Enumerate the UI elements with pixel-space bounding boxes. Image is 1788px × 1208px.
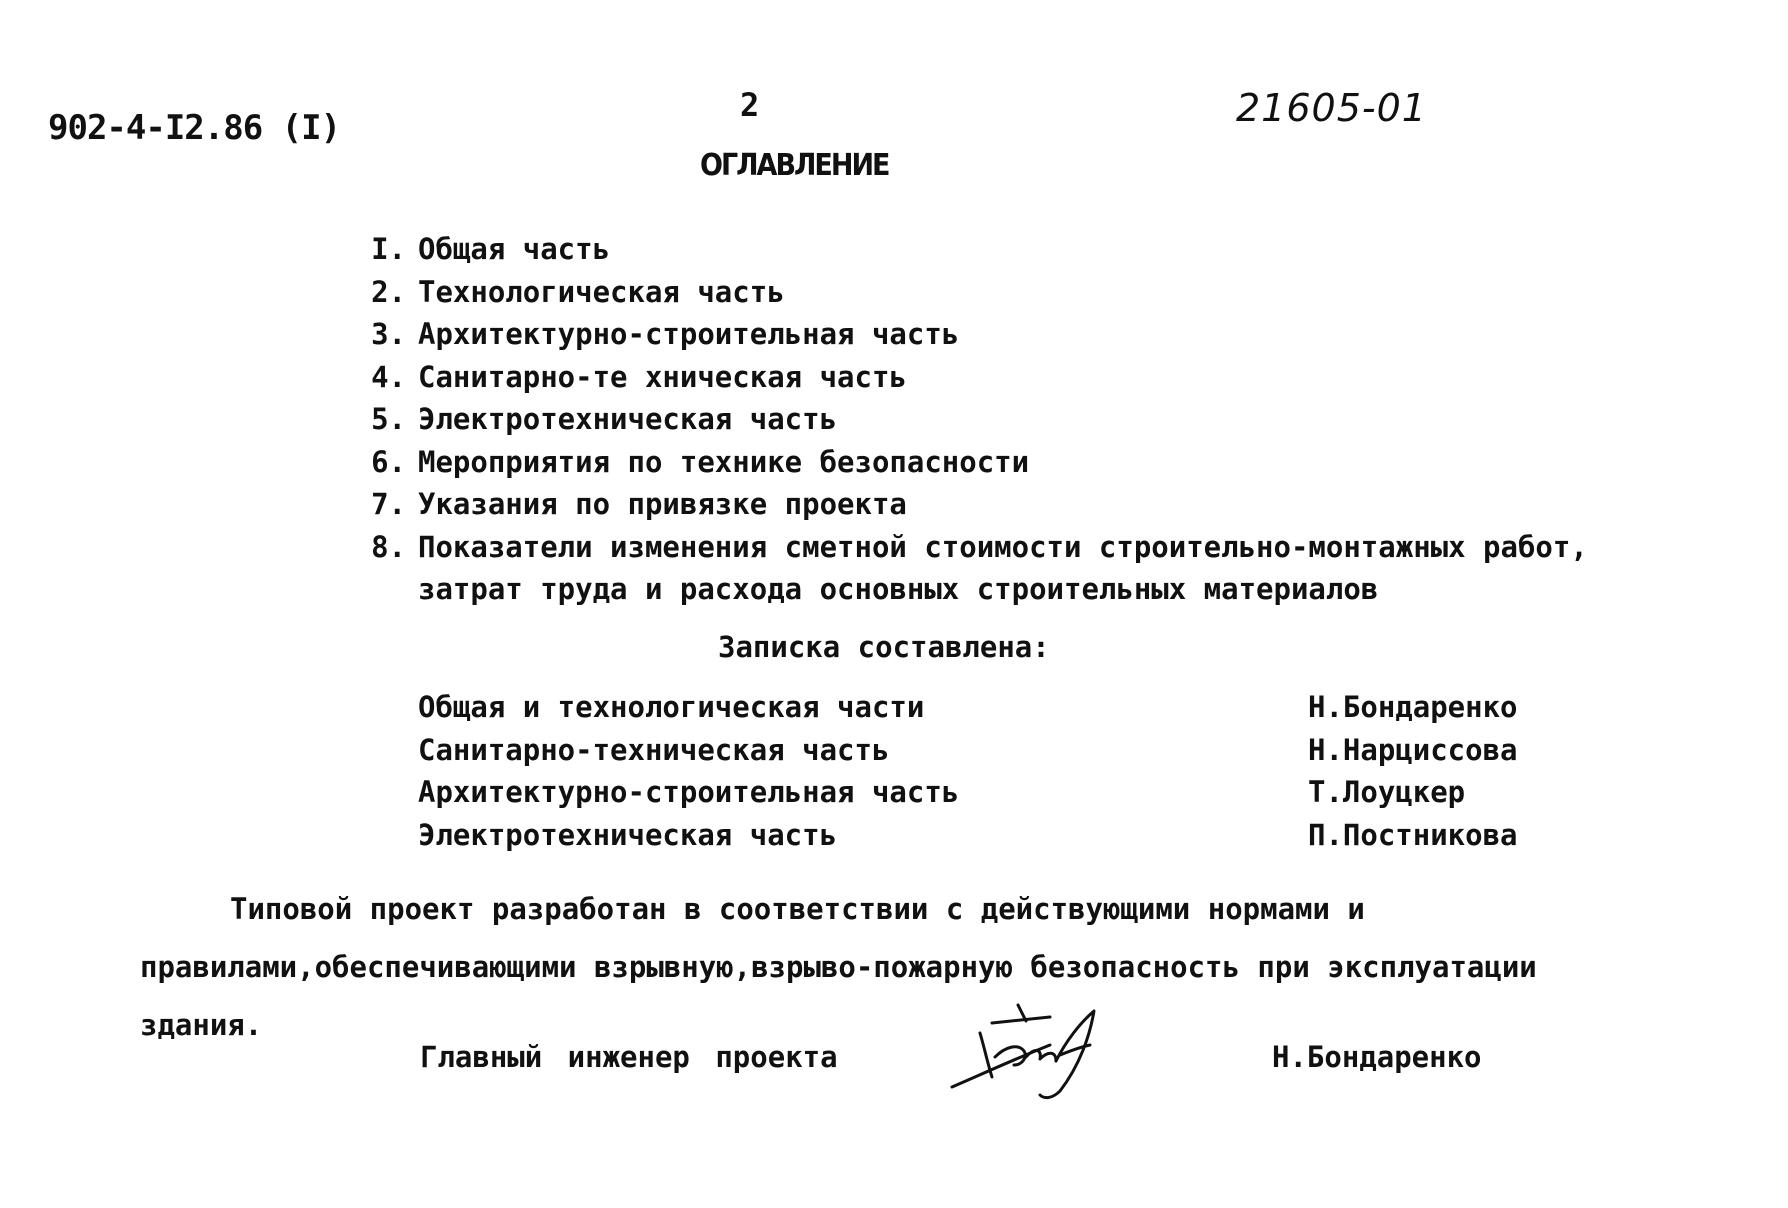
compiled-author: П.Постникова — [1308, 817, 1518, 852]
toc-item — [350, 483, 1588, 526]
toc-item-number: 4. — [371, 359, 406, 394]
page-number: 2 — [740, 86, 760, 124]
compiled-row — [418, 686, 1518, 729]
compiled-author: Н.Бондаренко — [1308, 690, 1518, 725]
compliance-statement-text: Типовой проект разработан в соответствии с действующими нормами и правилами,обеспечивающими взрывную,взрыво-пожарную безопасность при эксплуатации здания. — [140, 892, 1537, 1042]
toc-item-number: 3. — [371, 317, 406, 352]
compiled-author: Н.Нарциссова — [1308, 732, 1518, 767]
handwritten-signature — [940, 995, 1120, 1105]
toc-item — [350, 398, 1588, 441]
toc-item-text: Электротехническая часть — [418, 402, 838, 437]
toc-title: ОГЛАВЛЕНИЕ — [700, 148, 889, 183]
toc-item-number: 5. — [371, 402, 406, 437]
toc-item — [350, 441, 1588, 484]
toc-item-continuation: затрат труда и расхода основных строительных материалов — [418, 572, 1379, 607]
compiled-part: Архитектурно-строительная часть — [418, 775, 960, 810]
toc-item-number: I. — [371, 232, 406, 267]
toc-item-text: Санитарно-те хническая часть — [418, 359, 907, 394]
toc-item-text: Показатели изменения сметной стоимости строительно-монтажных работ, — [418, 529, 1588, 564]
table-of-contents — [350, 228, 1588, 611]
toc-item — [350, 313, 1588, 356]
document-code: 902-4-I2.86 (I) — [48, 108, 341, 148]
toc-item-number: 2. — [371, 274, 406, 309]
compiled-row — [418, 729, 1518, 772]
toc-item — [350, 271, 1588, 314]
compiled-part: Санитарно-техническая часть — [418, 732, 890, 767]
toc-item-number: 7. — [371, 487, 406, 522]
compiled-part: Общая и технологическая части — [418, 690, 925, 725]
compiled-by-table — [418, 686, 1518, 856]
toc-item — [350, 228, 1588, 271]
toc-item-number: 8. — [371, 529, 406, 564]
toc-item — [350, 526, 1588, 569]
toc-item — [350, 356, 1588, 399]
compliance-statement — [140, 880, 1660, 1054]
compiled-part: Электротехническая часть — [418, 817, 838, 852]
signoff-title: Главный инженер проекта — [420, 1040, 838, 1074]
toc-item-text: Мероприятия по технике безопасности — [418, 444, 1030, 479]
toc-item-number: 6. — [371, 444, 406, 479]
compiled-author: Т.Лоуцкер — [1308, 775, 1466, 810]
signoff-name: Н.Бондаренко — [1272, 1040, 1482, 1074]
compiled-by-heading: Записка составлена: — [718, 630, 1050, 664]
toc-item-text: Архитектурно-строительная часть — [418, 317, 960, 352]
sheet-code: 21605-01 — [1236, 86, 1427, 130]
toc-item-text: Технологическая часть — [418, 274, 785, 309]
compiled-row — [418, 771, 1518, 814]
compiled-row — [418, 814, 1518, 857]
toc-item-text: Указания по привязке проекта — [418, 487, 907, 522]
toc-item-text: Общая часть — [418, 232, 611, 267]
